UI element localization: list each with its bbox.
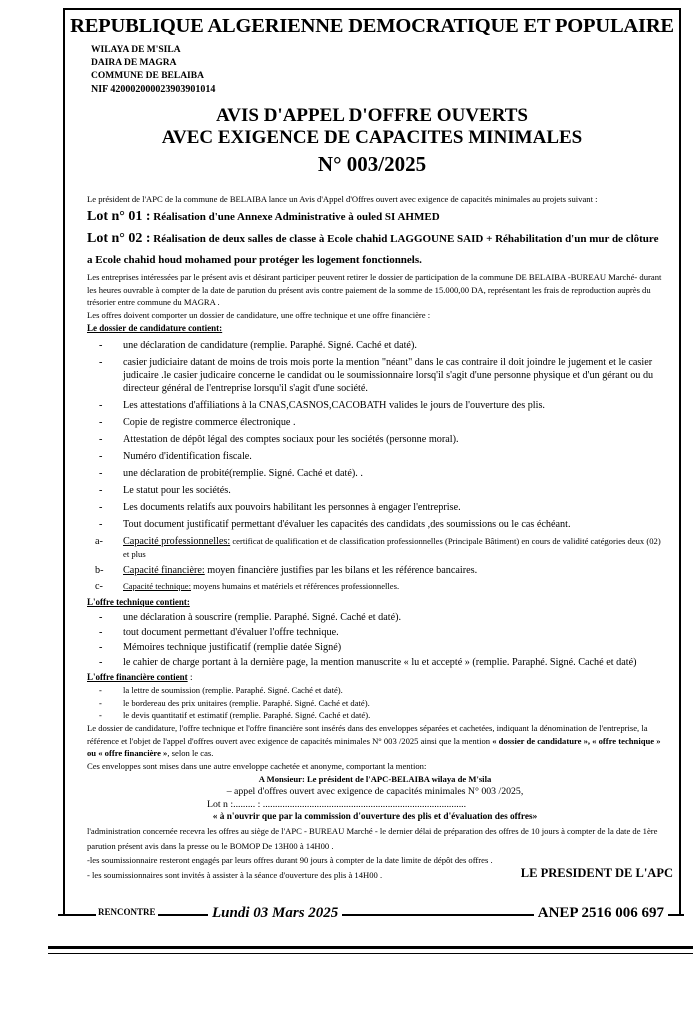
final-invitation: - les soumissionnaires sont invités à assister à la séance d'ouverture des plis à 14H00 . bbox=[87, 869, 383, 880]
lot-2 bbox=[87, 228, 663, 271]
notice-frame bbox=[63, 8, 681, 916]
capacity-label: Capacité financière: bbox=[123, 564, 205, 576]
address-line-4: « à n'ouvrir que par la commission d'ouverture des plis et d'évaluation des offres» bbox=[212, 812, 538, 823]
dossier-heading: Le dossier de candidature contient: bbox=[87, 322, 223, 333]
address-line-1: A Monsieur: Le président de l'APC-BELAIBA wilaya de M'sila bbox=[258, 774, 492, 785]
nif: NIF 420002000023903901014 bbox=[91, 84, 216, 95]
list-item: - la lettre de soumission (remplie. Paraphé. Signé. Caché et daté). bbox=[87, 684, 663, 697]
commune: COMMUNE DE BELAIBA bbox=[91, 71, 204, 81]
bottom-rule bbox=[48, 946, 693, 949]
capacity-text: certificat de qualification et de classification professionnelles (Principale Bâtiment) en cours de validité catégories deux (02) et plus bbox=[123, 535, 661, 559]
mention: « dossier de candidature », « offre technique » ou « offre financière » bbox=[87, 735, 661, 759]
final-paragraph: l'administration concernée recevra les offres au siège de l'APC - BUREAU Marché - le dernier délai de préparation des offres de 10 jours à compter de la date de 1ère parution présent avis dans la presse ou le BOMOP De 13H00 à 14H00 . bbox=[87, 826, 658, 851]
list-item: - Copie de registre commerce électronique . bbox=[87, 416, 663, 429]
financiere-list bbox=[87, 684, 663, 722]
list-item: - le cahier de charge portant à la dernière page, la mention manuscrite « lu et accepté » (remplie. Paraphé. Signé. Caché et daté) bbox=[87, 656, 663, 669]
heading-line-1: AVIS D'APPEL D'OFFRE OUVERTS bbox=[215, 105, 528, 126]
enveloppes-paragraph bbox=[87, 722, 663, 760]
technique-list bbox=[87, 611, 663, 669]
capacity-technical bbox=[87, 580, 663, 593]
heading-text: L'offre financière contient bbox=[87, 671, 188, 682]
notice-body bbox=[87, 193, 663, 882]
anep-number: ANEP 2516 006 697 bbox=[534, 905, 668, 922]
issuer-header bbox=[91, 44, 215, 96]
signature: LE PRESIDENT DE L'APC bbox=[520, 866, 673, 880]
technique-heading: L'offre technique contient: bbox=[87, 596, 190, 607]
offres-intro: Les offres doivent comporter un dossier de candidature, une offre technique et une offre financière : bbox=[87, 310, 431, 321]
capacity-text: moyen financière justifies par les bilans et les référence bancaires. bbox=[204, 564, 478, 576]
wilaya: WILAYA DE M'SILA bbox=[91, 45, 181, 55]
footer bbox=[58, 905, 684, 923]
text: , selon le cas. bbox=[167, 748, 214, 759]
heading-line-2: AVEC EXIGENCE DE CAPACITES MINIMALES bbox=[161, 127, 583, 148]
republic-title: REPUBLIQUE ALGERIENNE DEMOCRATIQUE ET POPULAIRE bbox=[70, 15, 674, 37]
lot-label: Lot n° 02 : bbox=[87, 230, 151, 246]
final-engagement: -les soumissionnaire resteront engagés par leurs offres durant 90 jours à compter de la date limite de dépôt des offres . bbox=[87, 855, 493, 866]
list-item: - Tout document justificatif permettant d'évaluer les capacités des candidats ,des soumissions ou le cas échéant. bbox=[87, 518, 663, 531]
dossier-list bbox=[87, 339, 663, 531]
capacity-financial bbox=[87, 564, 663, 577]
list-item: - le devis quantitatif et estimatif (remplie. Paraphé. Signé. Caché et daté). bbox=[87, 709, 663, 722]
list-item: - casier judiciaire datant de moins de trois mois porte la mention "néant" dans le cas contraire il doit joindre le jugement et le casier judicaire .le casier judicaire concerne le candidat ou le soumissionnaire lorsq'il s'agit d'une personne physique et d'un gérant ou du directeur général de l'entreprise lorsqu'il s'agit d'une société. bbox=[87, 356, 663, 395]
lot-text: Réalisation de deux salles de classe à Ecole chahid LAGGOUNE SAID + Réhabilitation d'un mur de clôture a Ecole chahid houd mohamed pour protéger les logement fonctionnels. bbox=[87, 232, 659, 266]
address-line-2: – appel d'offres ouvert avec exigence de capacités minimales N° 003 /2025, bbox=[226, 785, 524, 797]
list-item: - Mémoires technique justificatif (remplie datée Signé) bbox=[87, 641, 663, 654]
lot-label: Lot n° 01 : bbox=[87, 208, 151, 224]
list-item: - le bordereau des prix unitaires (remplie. Paraphé. Signé. Caché et daté). bbox=[87, 697, 663, 710]
item-key: c- bbox=[95, 580, 103, 592]
list-item: - une déclaration de probité(remplie. Signé. Caché et daté). . bbox=[87, 467, 663, 480]
list-item: - une déclaration de candidature (remplie. Paraphé. Signé. Caché et daté). bbox=[87, 339, 663, 352]
publication-date: Lundi 03 Mars 2025 bbox=[208, 905, 342, 922]
capacity-text: moyens humains et matériels et références professionnelles. bbox=[191, 580, 400, 591]
enveloppes-mention: Ces enveloppes sont mises dans une autre enveloppe cachetée et anonyme, comportant la mention: bbox=[87, 761, 427, 772]
notice-number: N° 003/2025 bbox=[317, 152, 427, 176]
lot-1 bbox=[87, 206, 663, 228]
list-item: - une déclaration à souscrire (remplie. Paraphé. Signé. Caché et daté). bbox=[87, 611, 663, 624]
lot-text: Réalisation d'une Annexe Administrative à ouled SI AHMED bbox=[153, 210, 440, 223]
capacity-professional bbox=[87, 535, 663, 561]
daira: DAIRA DE MAGRA bbox=[91, 58, 177, 68]
intro: Le président de l'APC de la commune de BELAIBA lance un Avis d'Appel d'Offres ouvert avec exigence de capacités minimales au projets suivant : bbox=[87, 194, 598, 204]
list-item: - Le statut pour les sociétés. bbox=[87, 484, 663, 497]
text: Le dossier de candidature, l'offre technique et l'offre financière sont insérés dans des enveloppes séparées et cachetées, indiquant la dénomination de l'entreprise, la référence et l'objet de l'appel d'offres ouvert avec exigence de capacités minimales N° 003 /2025 ainsi que la mention bbox=[87, 722, 648, 746]
newspaper-name: RENCONTRE bbox=[98, 907, 156, 917]
list-item: - Attestation de dépôt légal des comptes sociaux pour les sociétés (personne moral). bbox=[87, 433, 663, 446]
financiere-heading bbox=[87, 671, 663, 685]
bottom-rule-thin bbox=[48, 953, 693, 954]
capacity-label: Capacité technique: bbox=[123, 580, 192, 591]
item-key: a- bbox=[95, 535, 103, 547]
retrait-paragraph: Les entreprises intéressées par le présent avis et désirant participer peuvent retirer le dossier de participation de la commune DE BELAIBA -BUREAU Marché- durant les heures ouvrable à compter de la date de parution du présent avis contre paiement de la somme de 15.000,00 DA, représentant les frais de reproduction auprès du trésorier entre commune du MAGRA . bbox=[87, 271, 662, 308]
list-item: - Les attestations d'affiliations à la CNAS,CASNOS,CACOBATH valides le jours de l'ouverture des plis. bbox=[87, 399, 663, 412]
list-item: - tout document permettant d'évaluer l'offre technique. bbox=[87, 626, 663, 639]
capacity-label: Capacité professionnelles: bbox=[123, 535, 231, 547]
list-item: - Les documents relatifs aux pouvoirs habilitant les personnes à engager l'entreprise. bbox=[87, 501, 663, 514]
list-item: - Numéro d'identification fiscale. bbox=[87, 450, 663, 463]
notice-heading bbox=[65, 105, 679, 175]
address-line-3: Lot n :......... : ................................................................................... bbox=[207, 798, 467, 810]
heading-colon: : bbox=[187, 672, 193, 683]
item-key: b- bbox=[95, 564, 104, 576]
